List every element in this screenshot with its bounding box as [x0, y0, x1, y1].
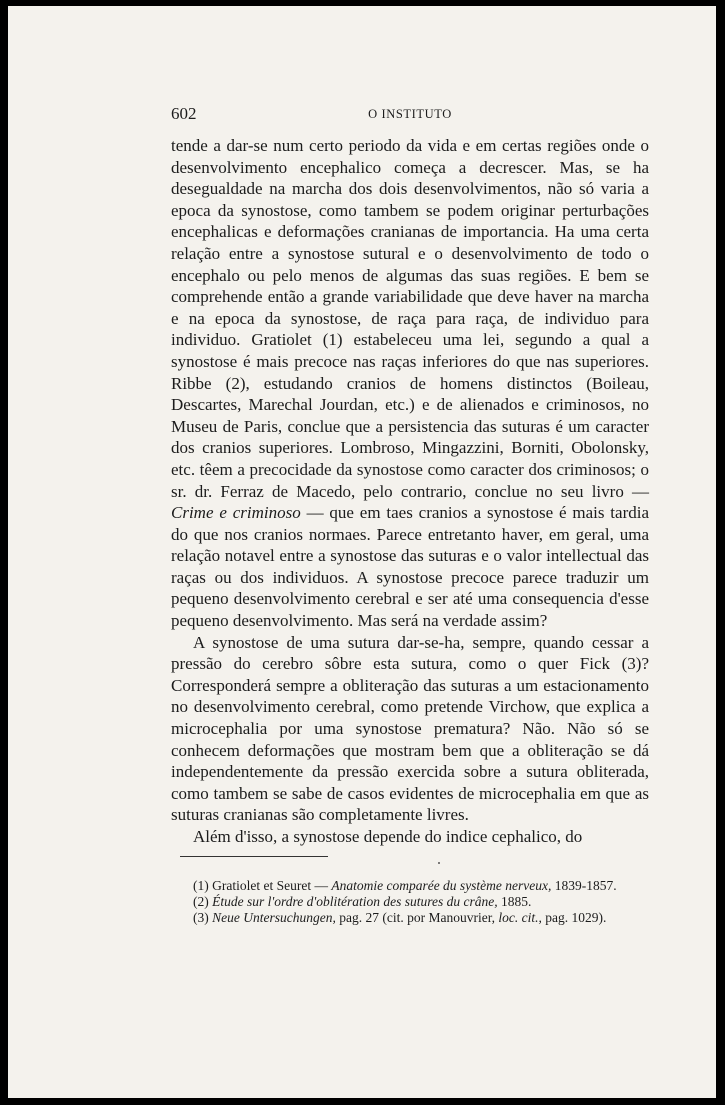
footnote-title: loc. cit., — [498, 910, 542, 926]
body-text — [171, 135, 649, 848]
footnote-text: pag. 1029). — [541, 910, 607, 926]
footnote-text: 1839-1857. — [551, 878, 617, 893]
footnote-2 — [171, 894, 649, 910]
footnote-title: Étude sur l'ordre d'oblitération des sutures du crâne, — [212, 894, 498, 910]
footnote-text: 1885. — [497, 894, 532, 910]
paragraph-2: A synostose de uma sutura dar-se-ha, sempre, quando cessar a pressão do cerebro sôbre esta sutura, como o quer Fick (3)? Corresponderá sempre a obliteração das suturas a um estacionamento no desenvolvimento cerebral, como pretende Virchow, que explica a microcephalia por uma synostose prematura? Não. Não só se conhecem deformações que mostram bem que a obliteração se dá independentemente da pressão exercida sobre a sutura obliterada, como tambem se sabe de casos evidentes de microcephalia em que as suturas cranianas são completamente livres. — [171, 632, 649, 825]
print-speck — [438, 862, 440, 864]
footnote-divider — [180, 856, 328, 857]
footnote-text: pag. 27 (cit. por Manouvrier, — [335, 910, 499, 926]
footnote-text: Gratiolet et Seuret — — [208, 878, 332, 893]
page-number: 602 — [171, 104, 197, 123]
book-title-crime-e-criminoso: Crime e criminoso — [171, 503, 301, 523]
footnotes — [171, 878, 649, 927]
running-head — [171, 104, 649, 124]
footnote-1 — [171, 878, 649, 894]
paragraph-1-text-b: — que em taes cranios a synostose é mais tardia do que nos cranios normaes. Parece entretanto haver, em geral, uma relação notavel entre a synostose das suturas e o valor intellectual das raças ou dos individuos. A synostose precoce parece traduzir um pequeno desenvolvimento cerebral e ser até uma consequencia d'esse pequeno desenvolvimento. Mas será na verdade assim? — [171, 503, 649, 631]
paragraph-1 — [171, 135, 649, 632]
running-title: O INSTITUTO — [368, 107, 452, 121]
footnote-marker: (2) — [193, 894, 209, 910]
footnote-marker: (1) — [193, 878, 209, 893]
footnote-title: Neue Untersuchungen, — [212, 910, 336, 926]
footnote-marker: (3) — [193, 910, 209, 926]
footnote-3 — [171, 910, 649, 926]
footnote-title: Anatomie comparée du système nerveux, — [331, 878, 552, 893]
paragraph-1-text-a: tende a dar-se num certo periodo da vida e em certas regiões onde o desenvolvimento encephalico começa a decrescer. Mas, se ha desegualdade na marcha dos dois desenvolvimentos, não só varia a epoca da synostose, como tambem se podem originar perturbações encephalicas e deformações cranianas de importancia. Ha uma certa relação entre a synostose sutural e o desenvolvimento de todo o encephalo ou pelo menos de algumas das suas regiões. E bem se comprehende então a grande variabilidade que deve haver na marcha e na epoca da synostose, de raça para raça, de individuo para individuo. Gratiolet (1) estabeleceu uma lei, segundo a qual a synostose é mais precoce nas raças inferiores do que nas superiores. Ribbe (2), estudando cranios de homens distinctos (Boileau, Descartes, Marechal Jourdan, etc.) e de alienados e criminosos, no Museu de Paris, conclue que a persistencia das suturas é um caracter dos cranios superiores. Lombroso, Mingazzini, Borniti, Obolonsky, etc. têem a precocidade da synostose como caracter dos criminosos; o sr. dr. Ferraz de Macedo, pelo contrario, conclue no seu livro — — [171, 136, 649, 501]
paragraph-3: Além d'isso, a synostose depende do indice cephalico, do — [193, 827, 583, 846]
book-page — [8, 6, 716, 1098]
